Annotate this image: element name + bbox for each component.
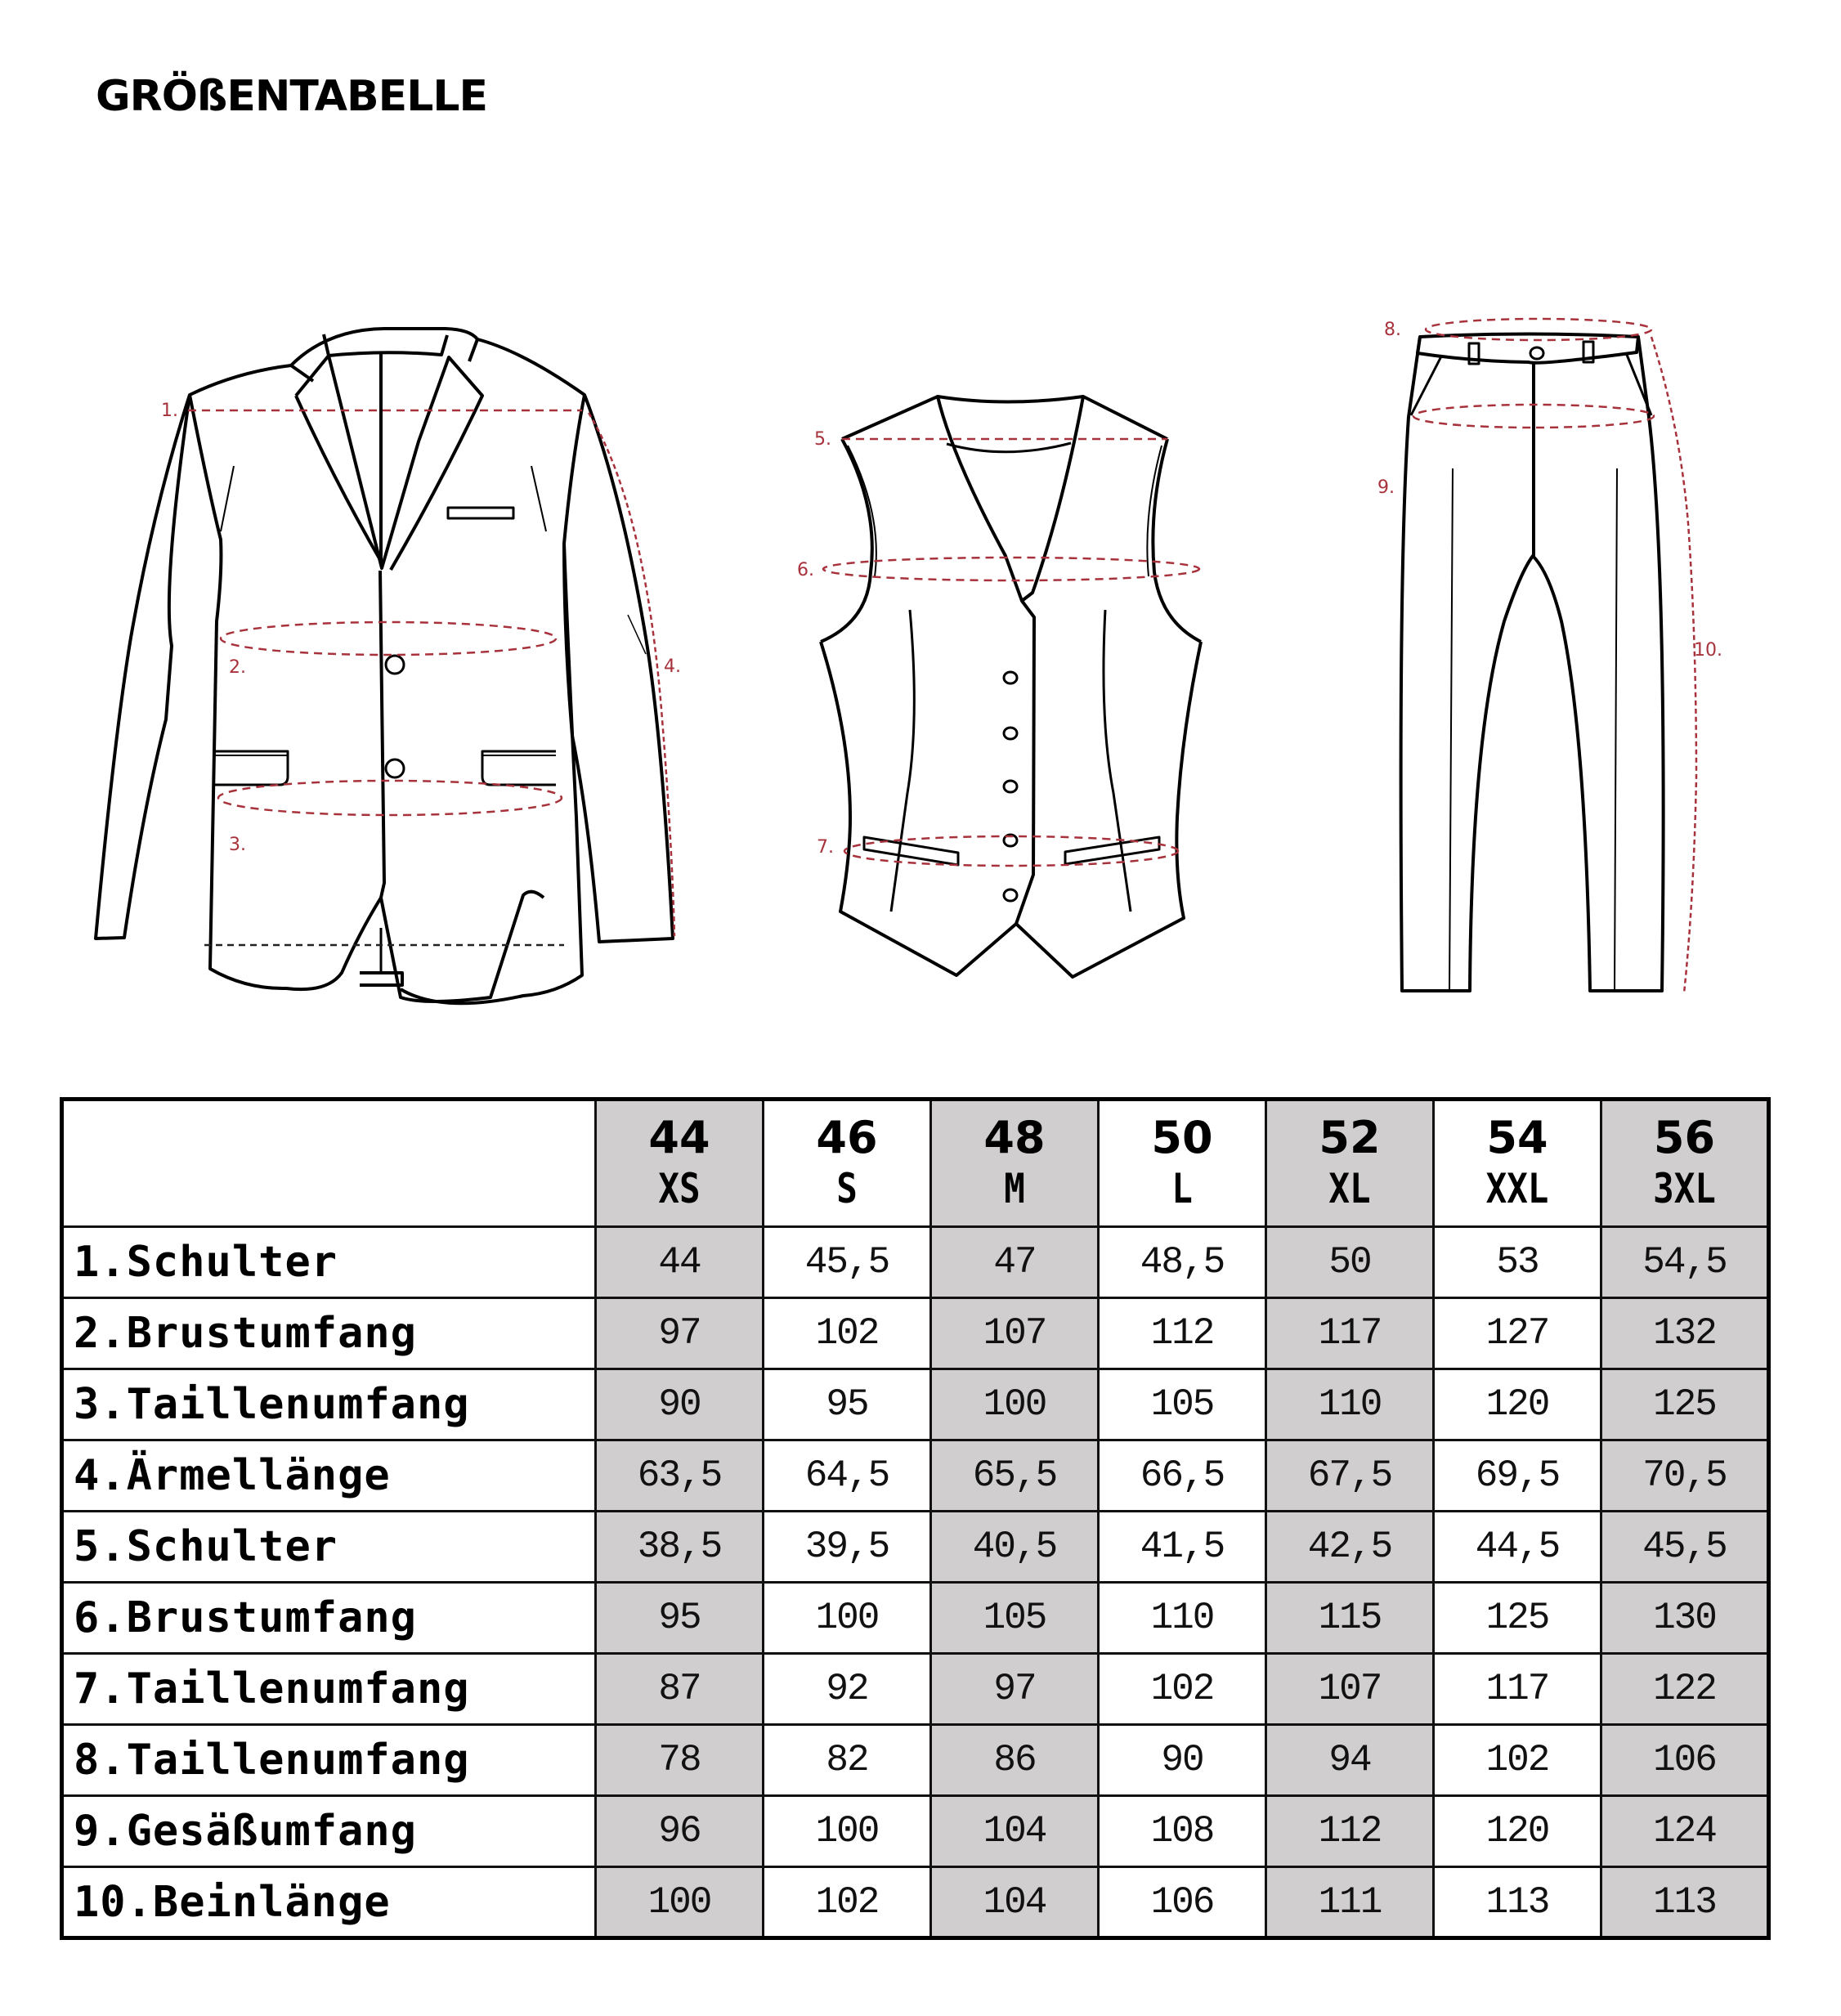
value-cell: 47 <box>931 1227 1099 1298</box>
value-cell: 87 <box>596 1654 764 1725</box>
measurement-label: 9.Gesäßumfang <box>62 1796 596 1867</box>
size-header-row <box>62 1100 1769 1227</box>
value-cell: 64,5 <box>764 1440 931 1512</box>
size-header-xs: 44 XS <box>596 1100 764 1227</box>
value-cell: 106 <box>1601 1725 1769 1796</box>
measure-label-4: 4. <box>664 656 681 677</box>
value-cell: 97 <box>596 1298 764 1369</box>
size-header-l: 50 L <box>1099 1100 1266 1227</box>
table-row <box>62 1298 1769 1369</box>
size-table <box>60 1097 1771 1940</box>
jacket-diagram <box>96 329 673 1003</box>
value-cell: 120 <box>1434 1796 1601 1867</box>
trousers-diagram <box>1401 334 1664 992</box>
size-table-body <box>62 1227 1769 1938</box>
value-cell: 53 <box>1434 1227 1601 1298</box>
measure-label-2: 2. <box>229 657 246 678</box>
value-cell: 130 <box>1601 1583 1769 1654</box>
value-cell: 117 <box>1266 1298 1434 1369</box>
jacket-measure-lines <box>188 410 674 945</box>
size-header-s: 46 S <box>764 1100 931 1227</box>
table-row <box>62 1725 1769 1796</box>
value-cell: 67,5 <box>1266 1440 1434 1512</box>
value-cell: 105 <box>931 1583 1099 1654</box>
value-cell: 120 <box>1434 1369 1601 1440</box>
measure-label-10: 10. <box>1694 640 1722 661</box>
measure-label-1: 1. <box>161 401 178 421</box>
value-cell: 100 <box>764 1583 931 1654</box>
value-cell: 90 <box>596 1369 764 1440</box>
value-cell: 106 <box>1099 1867 1266 1938</box>
value-cell: 44,5 <box>1434 1512 1601 1583</box>
table-row <box>62 1369 1769 1440</box>
value-cell: 110 <box>1099 1583 1266 1654</box>
measurement-label: 1.Schulter <box>62 1227 596 1298</box>
value-cell: 125 <box>1601 1369 1769 1440</box>
measurement-label: 10.Beinlänge <box>62 1867 596 1938</box>
value-cell: 105 <box>1099 1369 1266 1440</box>
value-cell: 50 <box>1266 1227 1434 1298</box>
value-cell: 132 <box>1601 1298 1769 1369</box>
value-cell: 41,5 <box>1099 1512 1266 1583</box>
value-cell: 112 <box>1099 1298 1266 1369</box>
trousers-measure-lines <box>1413 319 1696 993</box>
value-cell: 94 <box>1266 1725 1434 1796</box>
value-cell: 100 <box>596 1867 764 1938</box>
table-row <box>62 1440 1769 1512</box>
table-row <box>62 1512 1769 1583</box>
measure-label-7: 7. <box>817 837 834 858</box>
measure-label-6: 6. <box>797 560 814 580</box>
value-cell: 95 <box>596 1583 764 1654</box>
measure-label-3: 3. <box>229 835 246 855</box>
value-cell: 97 <box>931 1654 1099 1725</box>
value-cell: 124 <box>1601 1796 1769 1867</box>
value-cell: 104 <box>931 1796 1099 1867</box>
measurement-label: 6.Brustumfang <box>62 1583 596 1654</box>
value-cell: 111 <box>1266 1867 1434 1938</box>
table-row <box>62 1583 1769 1654</box>
value-cell: 38,5 <box>596 1512 764 1583</box>
measurement-label: 4.Ärmellänge <box>62 1440 596 1512</box>
value-cell: 107 <box>931 1298 1099 1369</box>
value-cell: 40,5 <box>931 1512 1099 1583</box>
vest-measure-lines <box>823 439 1199 866</box>
value-cell: 95 <box>764 1369 931 1440</box>
measurement-label: 2.Brustumfang <box>62 1298 596 1369</box>
value-cell: 86 <box>931 1725 1099 1796</box>
size-header-m: 48 M <box>931 1100 1099 1227</box>
value-cell: 110 <box>1266 1369 1434 1440</box>
measurement-label: 5.Schulter <box>62 1512 596 1583</box>
value-cell: 100 <box>764 1796 931 1867</box>
size-header-3xl: 56 3XL <box>1601 1100 1769 1227</box>
measurement-label: 7.Taillenumfang <box>62 1654 596 1725</box>
value-cell: 102 <box>1434 1725 1601 1796</box>
measure-label-8: 8. <box>1384 320 1401 340</box>
value-cell: 113 <box>1434 1867 1601 1938</box>
table-row <box>62 1867 1769 1938</box>
value-cell: 92 <box>764 1654 931 1725</box>
value-cell: 127 <box>1434 1298 1601 1369</box>
value-cell: 117 <box>1434 1654 1601 1725</box>
value-cell: 42,5 <box>1266 1512 1434 1583</box>
value-cell: 100 <box>931 1369 1099 1440</box>
measure-label-9: 9. <box>1377 477 1395 498</box>
value-cell: 102 <box>764 1298 931 1369</box>
value-cell: 45,5 <box>1601 1512 1769 1583</box>
measure-label-5: 5. <box>814 429 831 450</box>
value-cell: 113 <box>1601 1867 1769 1938</box>
size-header-xxl: 54 XXL <box>1434 1100 1601 1227</box>
value-cell: 82 <box>764 1725 931 1796</box>
value-cell: 45,5 <box>764 1227 931 1298</box>
value-cell: 66,5 <box>1099 1440 1266 1512</box>
value-cell: 104 <box>931 1867 1099 1938</box>
value-cell: 115 <box>1266 1583 1434 1654</box>
value-cell: 108 <box>1099 1796 1266 1867</box>
value-cell: 63,5 <box>596 1440 764 1512</box>
value-cell: 39,5 <box>764 1512 931 1583</box>
value-cell: 122 <box>1601 1654 1769 1725</box>
value-cell: 107 <box>1266 1654 1434 1725</box>
header-corner-cell <box>62 1100 596 1227</box>
size-header-xl: 52 XL <box>1266 1100 1434 1227</box>
value-cell: 90 <box>1099 1725 1266 1796</box>
value-cell: 54,5 <box>1601 1227 1769 1298</box>
value-cell: 102 <box>764 1867 931 1938</box>
value-cell: 78 <box>596 1725 764 1796</box>
measurement-label: 3.Taillenumfang <box>62 1369 596 1440</box>
page-title: GRÖßENTABELLE <box>96 72 487 121</box>
table-row <box>62 1654 1769 1725</box>
table-row <box>62 1227 1769 1298</box>
value-cell: 44 <box>596 1227 764 1298</box>
measurement-label: 8.Taillenumfang <box>62 1725 596 1796</box>
value-cell: 65,5 <box>931 1440 1099 1512</box>
value-cell: 69,5 <box>1434 1440 1601 1512</box>
value-cell: 70,5 <box>1601 1440 1769 1512</box>
value-cell: 48,5 <box>1099 1227 1266 1298</box>
value-cell: 96 <box>596 1796 764 1867</box>
value-cell: 112 <box>1266 1796 1434 1867</box>
value-cell: 125 <box>1434 1583 1601 1654</box>
table-row <box>62 1796 1769 1867</box>
vest-diagram <box>821 396 1201 977</box>
value-cell: 102 <box>1099 1654 1266 1725</box>
